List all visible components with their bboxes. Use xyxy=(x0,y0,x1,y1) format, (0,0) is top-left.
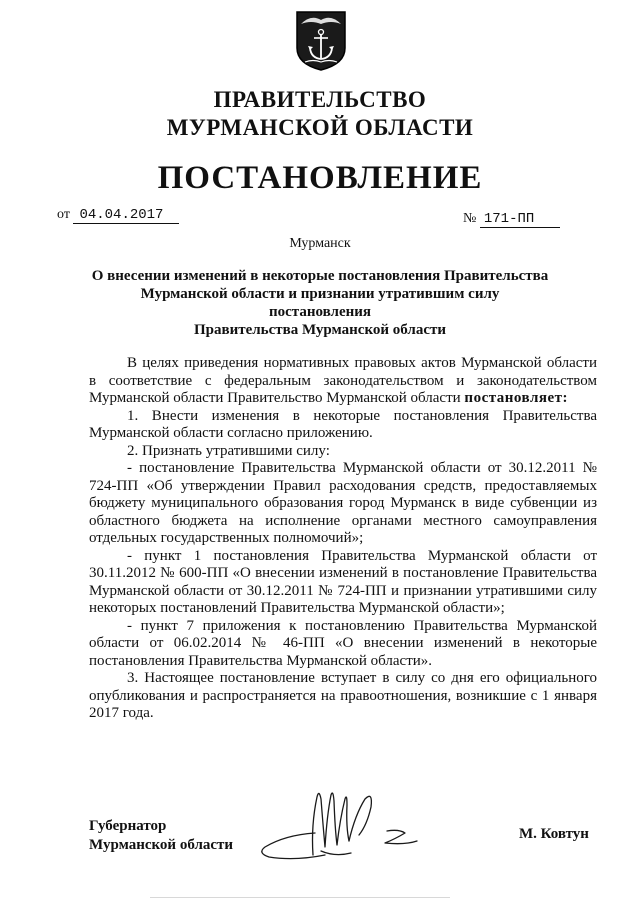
subject-line2: Мурманской области и признании утратившим силу постановления xyxy=(140,286,500,320)
date-prefix: от xyxy=(57,207,70,222)
page-footer-divider xyxy=(150,897,450,898)
coat-of-arms-icon xyxy=(295,10,347,72)
document-number: 171-ПП xyxy=(480,211,560,228)
paragraph-2b: - пункт 1 постановления Правительства Мурманской области от 30.11.2012 № 600-ПП «О внесении изменений в постановление Правительства Мурманской области от 30.12.2011 № 724-ПП и признании утратившими силу некоторых постановлений Правительства Мурманской области»; xyxy=(89,547,597,616)
preamble-colon: : xyxy=(562,390,569,406)
city: Мурманск xyxy=(289,236,351,251)
paragraph-2a: - постановление Правительства Мурманской области от 30.12.2011 № 724-ПП «Об утверждении Правил расходования средств, предоставляемых бюджету муниципального образования город Мурманск в виде субвенции из областного бюджета на исполнение органами местного самоуправления отдельных государственных полномочий»; xyxy=(89,460,597,546)
paragraph-2: 2. Признать утратившими силу: xyxy=(127,442,330,459)
preamble-text: В целях приведения нормативных правовых актов Мурманской области в соответствие с федеральным законодательством и законодательством Мурманской области Правительство Мурманской области xyxy=(89,355,597,406)
document-type: ПОСТАНОВЛЕНИЕ xyxy=(157,160,483,196)
government-name-line1: ПРАВИТЕЛЬСТВО xyxy=(213,87,427,112)
preamble xyxy=(89,355,597,408)
document-body xyxy=(89,355,597,723)
paragraph-1: 1. Внести изменения в некоторые постановления Правительства Мурманской области согласно приложению. xyxy=(89,407,597,441)
signatory-title-line1: Губернатор xyxy=(89,818,167,834)
date-row xyxy=(57,207,179,224)
paragraph-2c: - пункт 7 приложения к постановлению Правительства Мурманской области от 06.02.2014 № 46-ПП «О внесении изменений в некоторые постановления Правительства Мурманской области». xyxy=(89,617,597,669)
handwritten-signature-icon xyxy=(255,785,435,870)
government-name xyxy=(0,86,640,142)
document-date: 04.04.2017 xyxy=(73,207,179,224)
preamble-bold: постановляет xyxy=(464,390,563,406)
subject-line3: Правительства Мурманской области xyxy=(193,322,447,338)
paragraph-3: 3. Настоящее постановление вступает в силу со дня его официального опубликования и распространяется на правоотношения, возникшие с 1 января 2017 года. xyxy=(89,670,597,721)
signatory-name: М. Ковтун xyxy=(519,826,589,842)
government-name-line2: МУРМАНСКОЙ ОБЛАСТИ xyxy=(166,115,474,140)
subject-line1: О внесении изменений в некоторые постановления Правительства xyxy=(91,268,549,284)
signatory-title xyxy=(89,817,233,855)
number-row xyxy=(463,211,560,228)
subject-title xyxy=(90,267,550,339)
signatory-title-line2: Мурманской области xyxy=(89,837,234,853)
number-prefix: № xyxy=(463,211,477,226)
